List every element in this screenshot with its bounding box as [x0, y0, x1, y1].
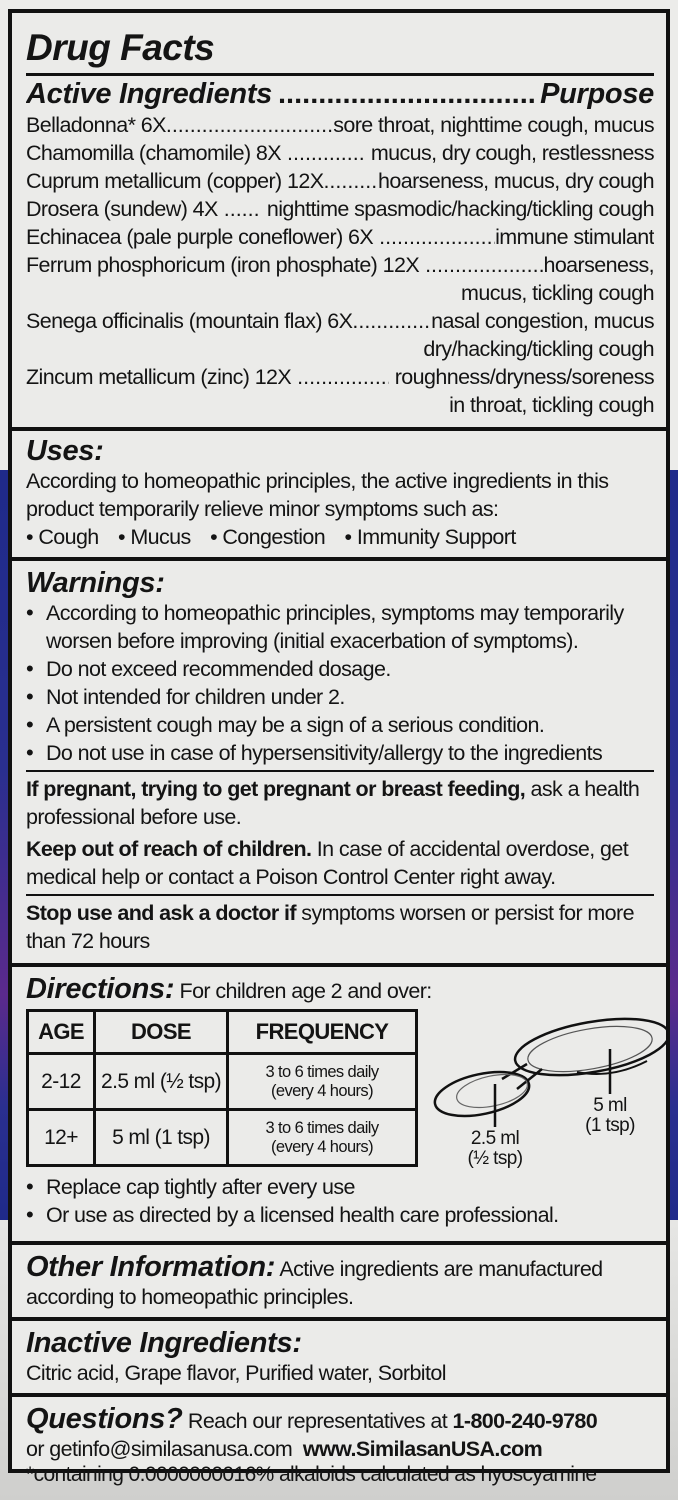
warning-item: • According to homeopathic principles, symptoms may temporarily worsen before improving (initial exacerbation of symptoms). — [26, 599, 636, 655]
pregnancy-warning-bold: If pregnant, trying to get pregnant or breast feeding, — [26, 777, 526, 801]
leader-dots — [166, 111, 333, 139]
large-spoon-volume: 5 ml — [593, 1095, 627, 1116]
ingredient-row — [26, 167, 654, 195]
ingredient-name: Zincum metallicum (zinc) 12X — [26, 365, 292, 389]
ingredient-name: Drosera (sundew) 4X — [26, 197, 218, 221]
ingredient-list — [26, 111, 654, 419]
leader-dots — [379, 223, 495, 251]
ingredient-name: Senega officinalis (mountain flax) 6X — [26, 309, 353, 333]
ingredient-name: Ferrum phosphoricum (iron phosphate) 12X — [26, 253, 420, 277]
ingredient-purpose: roughness/dryness/soreness — [394, 365, 654, 389]
ingredient-purpose-continued: dry/hacking/tickling cough — [423, 337, 654, 361]
col-frequency: FREQUENCY — [228, 1011, 417, 1054]
questions-text: Reach our representatives at — [182, 1409, 453, 1433]
symptom-item: • Mucus — [118, 525, 191, 549]
warnings-heading: Warnings: — [26, 567, 165, 599]
dosage-frequency — [228, 1054, 417, 1110]
ingredient-row — [26, 223, 654, 251]
dosage-amount: 2.5 ml (½ tsp) — [95, 1054, 228, 1110]
directions-header — [26, 973, 654, 1005]
ingredient-row — [26, 307, 654, 335]
leader-dots — [297, 363, 389, 391]
warning-item: • Do not exceed recommended dosage. — [26, 655, 636, 683]
other-information-text: Active ingredients are manufactured according to homeopathic principles. — [26, 1257, 603, 1309]
ingredient-purpose: nasal congestion, mucus — [431, 309, 654, 333]
pregnancy-warning — [26, 770, 654, 831]
directions-section — [12, 963, 666, 1241]
ingredient-name: Echinacea (pale purple coneflower) 6X — [26, 225, 374, 249]
box-edge-right — [669, 470, 678, 1220]
website-link[interactable]: www.SimilasanUSA.com — [302, 1437, 543, 1461]
symptom-item: • Congestion — [210, 525, 325, 549]
inactive-ingredients-section — [12, 1317, 666, 1393]
ingredient-purpose: hoarseness, mucus, dry cough — [378, 169, 654, 193]
leader-dots — [287, 139, 365, 167]
ingredient-purpose: hoarseness, — [543, 253, 654, 277]
ingredient-purpose: mucus, dry cough, restlessness — [370, 141, 654, 165]
stop-use-bold: Stop use and ask a doctor if — [26, 901, 296, 925]
uses-text: According to homeopathic principles, the active ingredients in this product temporarily relieve minor symptoms such as: — [26, 469, 609, 521]
children-warning — [26, 835, 654, 891]
frequency-line: (every 4 hours) — [271, 1081, 373, 1100]
ingredient-purpose-continued: in throat, tickling cough — [449, 393, 654, 417]
questions-section — [12, 1393, 666, 1469]
col-dose: DOSE — [95, 1011, 228, 1054]
frequency-line: (every 4 hours) — [271, 1137, 373, 1156]
other-information-section — [12, 1241, 666, 1317]
questions-heading: Questions? — [26, 1403, 183, 1435]
dosing-spoon-illustration — [432, 1009, 668, 1179]
symptom-item: • Cough — [26, 525, 99, 549]
phone-number[interactable]: 1-800-240-9780 — [452, 1409, 598, 1433]
small-spoon-label — [462, 1129, 528, 1169]
symptom-item: • Immunity Support — [345, 525, 516, 549]
footnote: *containing 0.0000000016% alkaloids calculated as hyoscyamine — [26, 1463, 597, 1486]
large-spoon-tsp: (1 tsp) — [585, 1115, 635, 1136]
ingredient-purpose-continued: mucus, tickling cough — [461, 281, 654, 305]
directions-heading: Directions: — [26, 973, 175, 1005]
dosage-age: 2-12 — [28, 1054, 95, 1110]
leader-dots — [323, 167, 378, 195]
warning-item: • Not intended for children under 2. — [26, 683, 636, 711]
warning-item: • A persistent cough may be a sign of a serious condition. — [26, 711, 636, 739]
ingredient-name: Cuprum metallicum (copper) 12X — [26, 169, 324, 193]
frequency-line: 3 to 6 times daily — [265, 1062, 379, 1081]
dosage-frequency — [228, 1110, 417, 1166]
ingredient-row — [26, 111, 654, 139]
ingredient-purpose: nighttime spasmodic/hacking/tickling cough — [266, 197, 654, 221]
contact-line — [26, 1435, 654, 1463]
frequency-line: 3 to 6 times daily — [265, 1118, 379, 1137]
dosage-table — [26, 1009, 418, 1167]
ingredient-row — [26, 139, 654, 167]
uses-symptom-list — [26, 523, 654, 551]
warning-item: • Do not use in case of hypersensitivity/allergy to the ingredients — [26, 739, 636, 767]
direction-item: • Or use as directed by a licensed health care professional. — [26, 1201, 654, 1229]
ingredient-row — [26, 363, 654, 391]
active-ingredients-header — [26, 78, 654, 111]
uses-section — [12, 427, 666, 557]
leader-dots — [352, 307, 431, 335]
other-information-heading: Other Information: — [26, 1251, 276, 1283]
small-spoon-tsp: (½ tsp) — [467, 1148, 523, 1169]
leader-dots — [224, 195, 261, 223]
leader-dots — [278, 78, 534, 111]
drug-facts-panel — [8, 9, 670, 1473]
warnings-section — [12, 557, 666, 963]
col-age: AGE — [28, 1011, 95, 1054]
questions-line — [26, 1403, 654, 1435]
directions-intro: For children age 2 and over: — [174, 979, 432, 1003]
ingredient-row — [26, 251, 654, 279]
warnings-list — [26, 599, 654, 767]
pregnancy-warning-text: ask a health professional before use. — [26, 777, 640, 829]
inactive-ingredients-heading: Inactive Ingredients: — [26, 1327, 302, 1359]
email-text[interactable]: or getinfo@similasanusa.com — [26, 1437, 293, 1461]
ingredient-name: Belladonna* 6X — [26, 113, 166, 137]
dosage-row — [28, 1054, 417, 1110]
drug-facts-title: Drug Facts — [26, 27, 654, 76]
active-ingredients-heading: Active Ingredients — [26, 78, 272, 110]
dosage-row — [28, 1110, 417, 1166]
children-warning-text: In case of accidental overdose, get medical help or contact a Poison Control Center right away. — [26, 837, 629, 889]
ingredient-purpose: sore throat, nighttime cough, mucus — [333, 113, 654, 137]
inactive-ingredients-text: Citric acid, Grape flavor, Purified water, Sorbitol — [26, 1361, 446, 1385]
ingredient-row — [26, 195, 654, 223]
ingredient-name: Chamomilla (chamomile) 8X — [26, 141, 282, 165]
directions-list — [26, 1173, 654, 1229]
other-information — [26, 1251, 654, 1311]
uses-heading: Uses: — [26, 435, 104, 467]
active-ingredients-section — [12, 27, 666, 427]
stop-use-text: symptoms worsen or persist for more than 72 hours — [26, 901, 634, 953]
large-spoon-label — [577, 1096, 643, 1136]
dosage-amount: 5 ml (1 tsp) — [95, 1110, 228, 1166]
small-spoon-volume: 2.5 ml — [470, 1128, 520, 1149]
children-warning-bold: Keep out of reach of children. — [26, 837, 312, 861]
stop-use-warning — [26, 894, 654, 955]
dosage-age: 12+ — [28, 1110, 95, 1166]
purpose-heading: Purpose — [540, 78, 654, 110]
ingredient-purpose: immune stimulant — [495, 225, 654, 249]
leader-dots — [425, 251, 543, 279]
dosage-table-header — [28, 1011, 417, 1054]
direction-item: • Replace cap tightly after every use — [26, 1173, 654, 1201]
